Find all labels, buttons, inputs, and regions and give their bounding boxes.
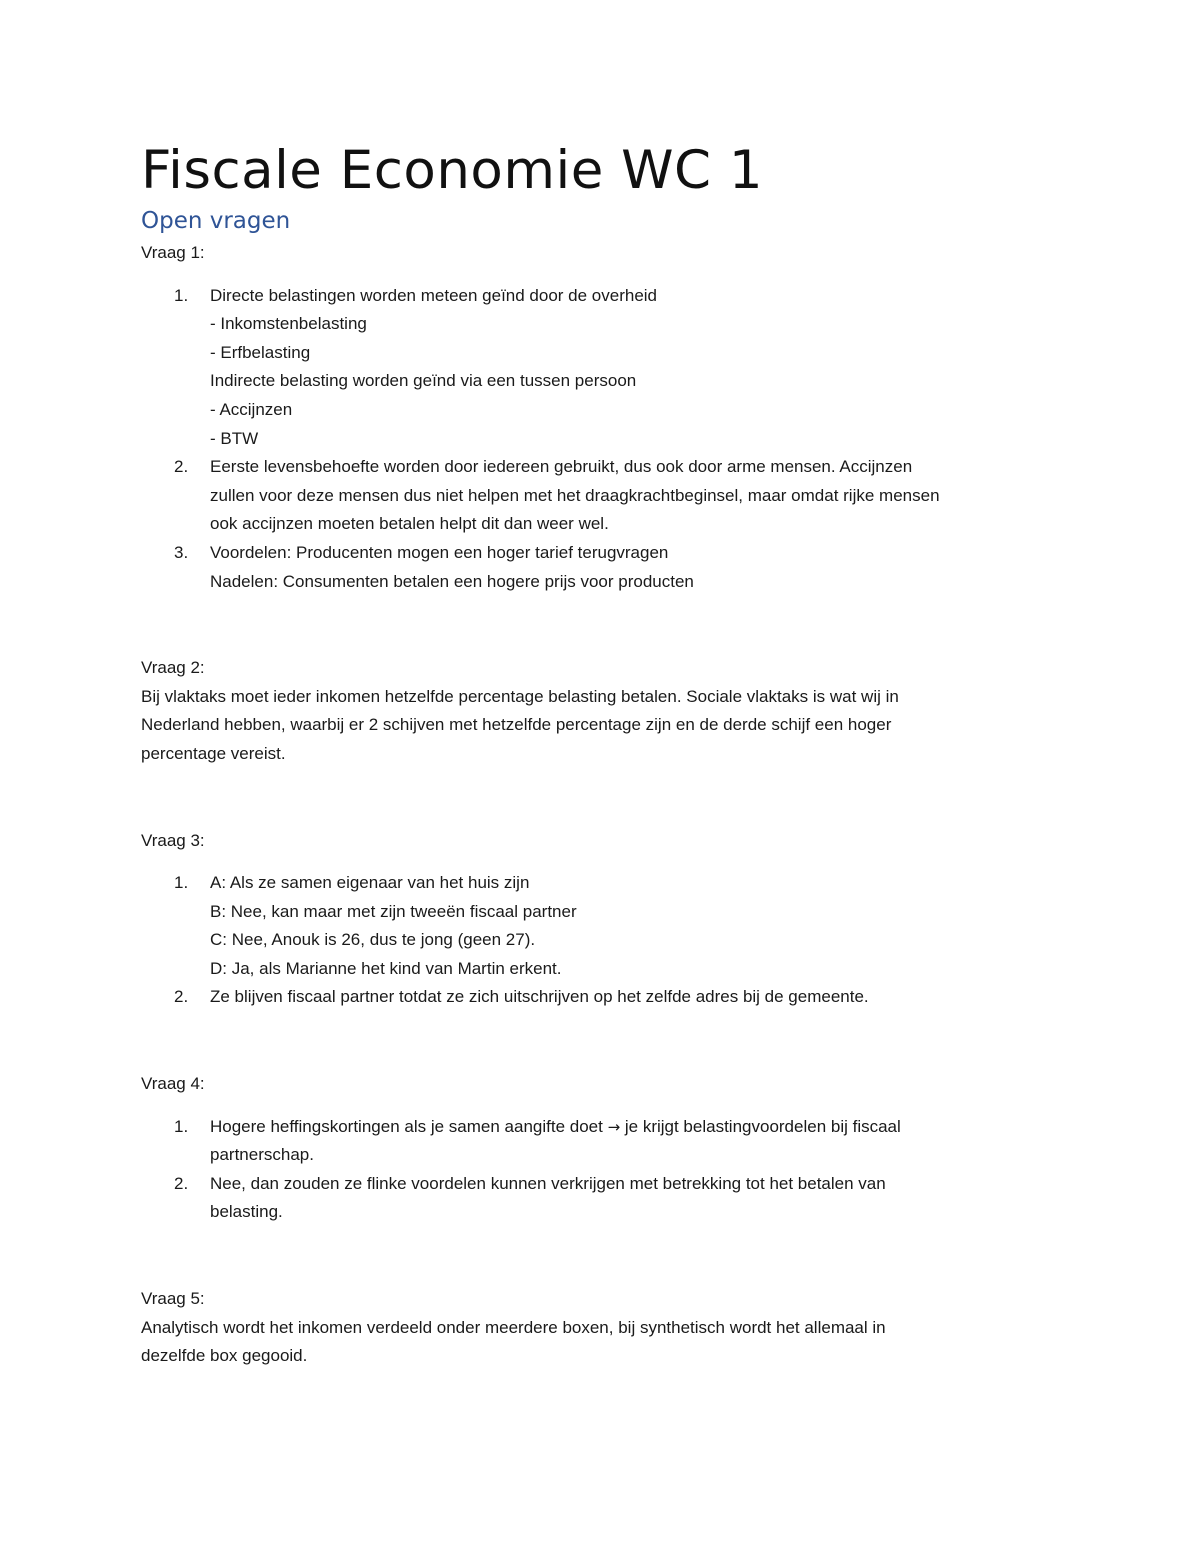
list-item bbox=[141, 1170, 1081, 1227]
question-2-answer bbox=[141, 683, 1081, 769]
answer-line: Indirecte belasting worden geïnd via een tussen persoon bbox=[210, 371, 637, 391]
list-number: 2. bbox=[174, 457, 189, 477]
answer-line: Nadelen: Consumenten betalen een hogere prijs voor producten bbox=[210, 571, 694, 591]
answer-line: A: Als ze samen eigenaar van het huis zijn bbox=[210, 873, 530, 893]
answer-line: Directe belastingen worden meteen geïnd door de overheid bbox=[210, 285, 658, 305]
document-subtitle: Open vragen bbox=[141, 208, 291, 234]
question-4-answers bbox=[141, 1113, 1081, 1227]
list-item bbox=[141, 1113, 1081, 1170]
answer-line: Nee, dan zouden ze flinke voordelen kunnen verkrijgen met betrekking tot het betalen van bbox=[210, 1173, 886, 1193]
answer-text: je krijgt belastingvoordelen bij fiscaal bbox=[620, 1116, 901, 1136]
list-item bbox=[141, 983, 1081, 1012]
answer-line: belasting. bbox=[210, 1202, 283, 1222]
answer-line: ook accijnzen moeten betalen helpt dit dan weer wel. bbox=[210, 514, 609, 534]
list-number: 2. bbox=[174, 1173, 189, 1193]
answer-line: partnerschap. bbox=[210, 1145, 314, 1165]
list-number: 2. bbox=[174, 987, 189, 1007]
list-number: 1. bbox=[174, 1116, 189, 1136]
list-item bbox=[141, 869, 1081, 983]
document-title: Fiscale Economie WC 1 bbox=[141, 140, 764, 201]
question-3-label: Vraag 3: bbox=[141, 830, 205, 850]
list-item bbox=[141, 282, 1081, 454]
answer-line: C: Nee, Anouk is 26, dus te jong (geen 27). bbox=[210, 930, 536, 950]
document-body bbox=[141, 239, 1081, 1371]
answer-line: - Accijnzen bbox=[210, 399, 293, 419]
answer-line: zullen voor deze mensen dus niet helpen met het draagkrachtbeginsel, maar omdat rijke mensen bbox=[210, 485, 940, 505]
answer-line: dezelfde box gegooid. bbox=[141, 1346, 308, 1366]
question-1-label: Vraag 1: bbox=[141, 243, 205, 262]
question-5-label: Vraag 5: bbox=[141, 1289, 205, 1309]
answer-line: D: Ja, als Marianne het kind van Martin erkent. bbox=[210, 958, 562, 978]
answer-line: Analytisch wordt het inkomen verdeeld onder meerdere boxen, bij synthetisch wordt het allemaal in bbox=[141, 1317, 886, 1337]
answer-text: Hogere heffingskortingen als je samen aangifte doet bbox=[210, 1116, 608, 1136]
answer-line bbox=[210, 1113, 1081, 1142]
answer-line: Nederland hebben, waarbij er 2 schijven met hetzelfde percentage zijn en de derde schijf een hoger bbox=[141, 715, 892, 735]
answer-line: - Erfbelasting bbox=[210, 342, 311, 362]
arrow-right-icon: → bbox=[607, 1117, 621, 1136]
answer-line: Eerste levensbehoefte worden door iedereen gebruikt, dus ook door arme mensen. Accijnzen bbox=[210, 457, 913, 477]
list-number: 3. bbox=[174, 542, 189, 562]
answer-line: B: Nee, kan maar met zijn tweeën fiscaal partner bbox=[210, 901, 577, 921]
answer-line: Bij vlaktaks moet ieder inkomen hetzelfde percentage belasting betalen. Sociale vlaktaks is wat wij in bbox=[141, 686, 899, 706]
answer-line: percentage vereist. bbox=[141, 743, 286, 763]
list-item bbox=[141, 453, 1081, 539]
list-item bbox=[141, 539, 1081, 596]
list-number: 1. bbox=[174, 873, 189, 893]
question-2-label: Vraag 2: bbox=[141, 658, 205, 678]
answer-line: - Inkomstenbelasting bbox=[210, 314, 367, 334]
question-3-answers bbox=[141, 869, 1081, 1012]
answer-line: Ze blijven fiscaal partner totdat ze zich uitschrijven op het zelfde adres bij de gemeente. bbox=[210, 987, 869, 1007]
list-number: 1. bbox=[174, 285, 189, 305]
question-4-label: Vraag 4: bbox=[141, 1074, 205, 1094]
answer-line: - BTW bbox=[210, 428, 259, 448]
question-1-answers bbox=[141, 282, 1081, 597]
question-5-answer bbox=[141, 1314, 1081, 1371]
answer-line: Voordelen: Producenten mogen een hoger tarief terugvragen bbox=[210, 542, 669, 562]
